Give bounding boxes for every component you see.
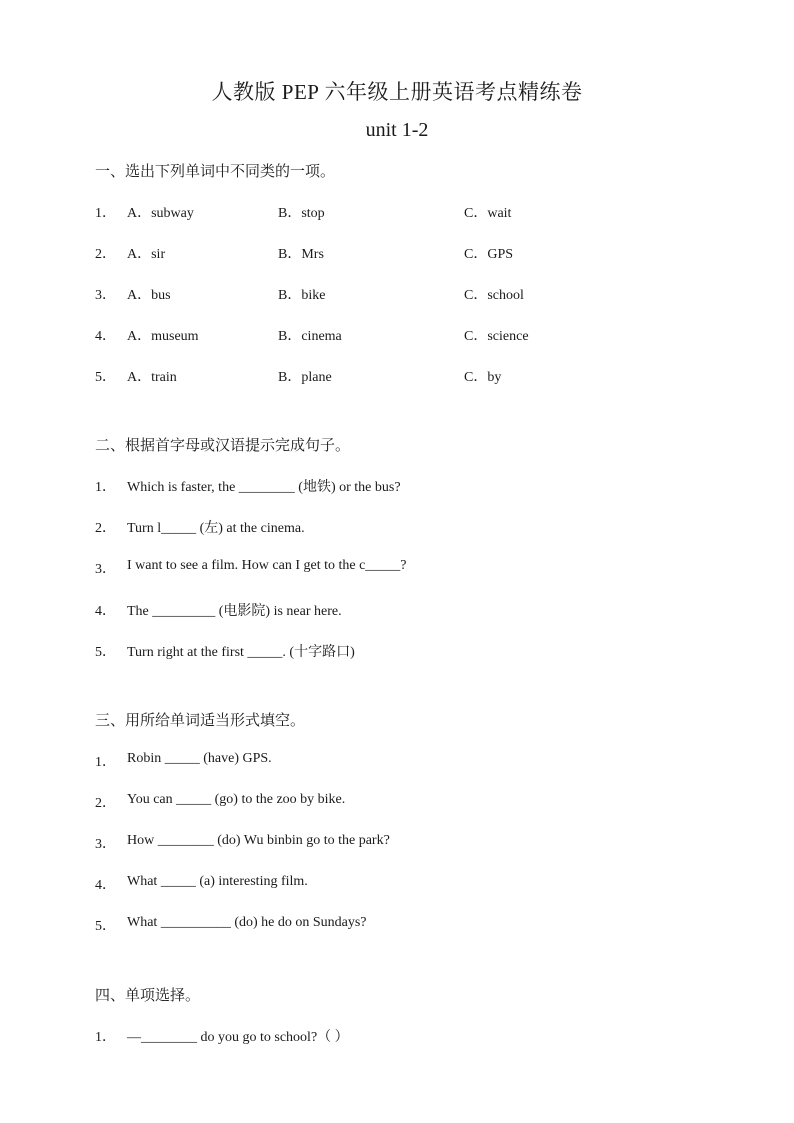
- question-number: 5．: [95, 370, 116, 385]
- question-text: You can _____ (go) to the zoo by bike.: [127, 792, 346, 807]
- question-text: Turn l_____ (左) at the cinema.: [127, 521, 305, 536]
- question-text: The _________ (电影院) is near here.: [127, 604, 342, 619]
- question-number: 5．: [95, 919, 116, 934]
- section-2-heading: 二、根据首字母或汉语提示完成句子。: [95, 438, 351, 454]
- question-number: 1．: [95, 1030, 116, 1045]
- option-b: B．plane: [278, 370, 332, 385]
- section-1-heading: 一、选出下列单词中不同类的一项。: [95, 164, 336, 180]
- question-number: 4．: [95, 329, 116, 344]
- question-text: How ________ (do) Wu binbin go to the park?: [127, 833, 390, 848]
- question-number: 1．: [95, 206, 116, 221]
- page-title: 人教版 PEP 六年级上册英语考点精练卷: [211, 80, 583, 104]
- question-text: What _____ (a) interesting film.: [127, 874, 308, 889]
- option-a: A．bus: [127, 288, 171, 303]
- option-b: B．stop: [278, 206, 325, 221]
- question-text: Robin _____ (have) GPS.: [127, 751, 272, 766]
- option-a: A．sir: [127, 247, 166, 262]
- section-4-heading: 四、单项选择。: [95, 988, 201, 1004]
- question-text: Which is faster, the ________ (地铁) or the bus?: [127, 480, 401, 495]
- question-text: —________ do you go to school?（ ）: [127, 1030, 349, 1045]
- question-number: 4．: [95, 604, 116, 619]
- option-c: C．GPS: [464, 247, 514, 262]
- section-3-heading: 三、用所给单词适当形式填空。: [95, 713, 306, 729]
- question-number: 3．: [95, 837, 116, 852]
- question-number: 1．: [95, 480, 116, 495]
- option-b: B．Mrs: [278, 247, 324, 262]
- option-c: C．school: [464, 288, 524, 303]
- question-text: Turn right at the first _____. (十字路口): [127, 645, 355, 660]
- option-b: B．bike: [278, 288, 326, 303]
- question-number: 2．: [95, 796, 116, 811]
- option-c: C．by: [464, 370, 502, 385]
- question-number: 5．: [95, 645, 116, 660]
- question-number: 4．: [95, 878, 116, 893]
- question-text: I want to see a film. How can I get to the c_____?: [127, 558, 407, 573]
- question-number: 3．: [95, 562, 116, 577]
- option-c: C．wait: [464, 206, 512, 221]
- question-number: 2．: [95, 521, 116, 536]
- question-number: 3．: [95, 288, 116, 303]
- page-subtitle: unit 1-2: [365, 119, 429, 141]
- option-c: C．science: [464, 329, 529, 344]
- option-a: A．train: [127, 370, 177, 385]
- question-number: 1．: [95, 755, 116, 770]
- option-a: A．subway: [127, 206, 194, 221]
- option-b: B．cinema: [278, 329, 342, 344]
- question-number: 2．: [95, 247, 116, 262]
- question-text: What __________ (do) he do on Sundays?: [127, 915, 367, 930]
- option-a: A．museum: [127, 329, 199, 344]
